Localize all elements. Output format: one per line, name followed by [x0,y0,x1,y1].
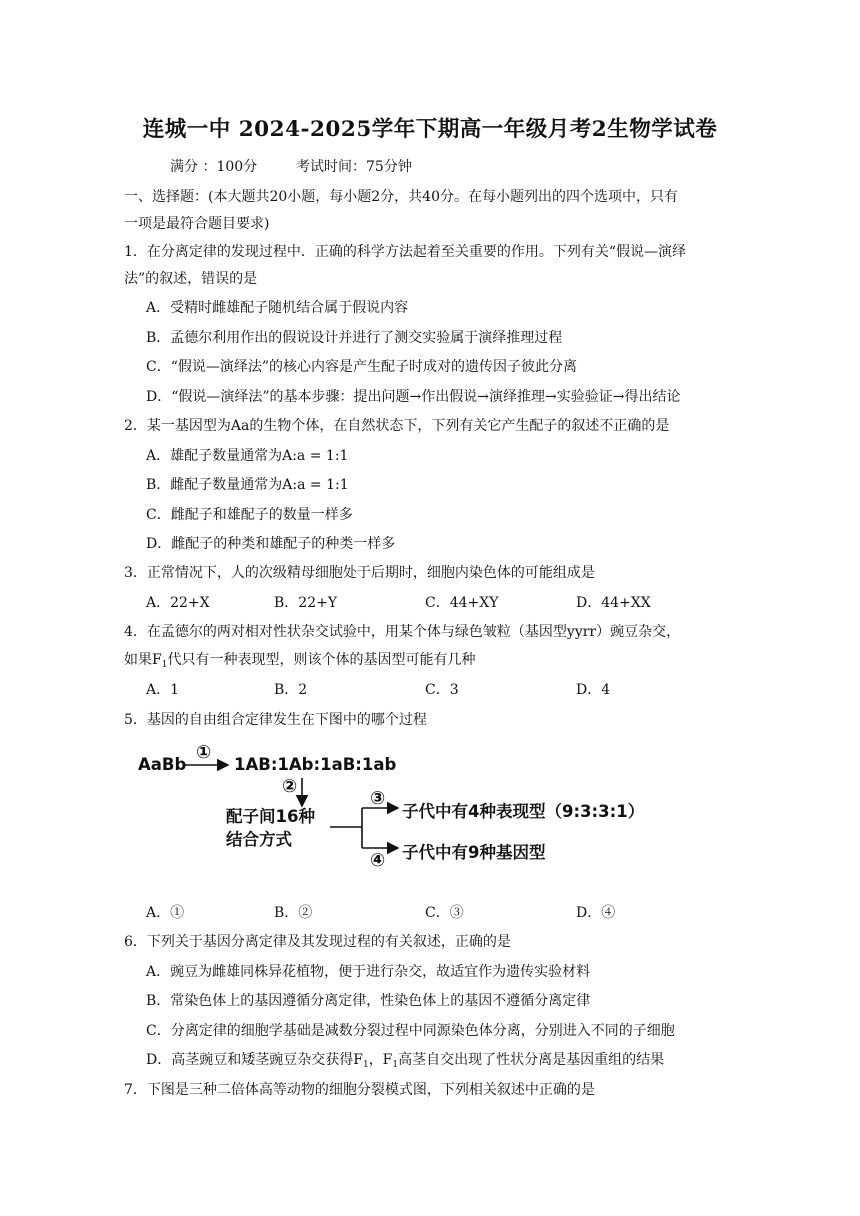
section-heading-line1: 一、选择题：(本大题共20小题，每小题2分，共40分。在每小题列出的四个选项中，只有 [124,189,678,205]
q2-option-c: C．雌配子和雄配子的数量一样多 [146,507,353,523]
q1-stem-line2: 法”的叙述，错误的是 [124,271,258,287]
q4-option-d: D．4 [576,682,611,698]
diagram-combine-line1: 配子间16种 [226,807,315,826]
q2-option-b: B．雌配子数量通常为A:a = 1:1 [146,477,349,493]
q1-option-b: B．孟德尔利用作出的假说设计并进行了测交实验属于演绎推理过程 [146,330,563,346]
q4-stem-line1: 4．在孟德尔的两对相对性状杂交试验中，用某个体与绿色皱粒（基因型yyrr）豌豆杂交， [124,624,681,640]
step4-label: ④ [370,850,386,871]
diagram-gametes-ratio: 1AB:1Ab:1aB:1ab [234,755,397,774]
q6-option-a: A．豌豆为雌雄同株异花植物，便于进行杂交，故适宜作为遗传实验材料 [146,964,591,980]
q1-option-d: D．“假说—演绎法”的基本步骤：提出问题→作出假说→演绎推理→实验验证→得出结论 [146,389,681,405]
q6-stem: 6．下列关于基因分离定律及其发现过程的有关叙述，正确的是 [124,934,511,950]
full-score: 满分 ：100分 [170,159,258,175]
step3-label: ③ [370,788,386,809]
q5-option-a: A．① [146,905,185,921]
page-title: 连城一中 2024-2025学年下期高一年级月考2生物学试卷 [142,117,718,142]
diagram-combine-line2: 结合方式 [226,830,292,849]
q1-option-a: A．受精时雌雄配子随机结合属于假说内容 [146,300,409,316]
q3-option-a: A．22+X [146,595,210,611]
step2-label: ② [282,776,298,797]
q5-option-d: D．④ [576,905,616,921]
q4-option-b: B．2 [274,682,308,698]
diagram-result-genotypes: 子代中有9种基因型 [402,843,546,862]
q5-option-c: C．③ [425,905,464,921]
q3-option-c: C．44+XY [425,595,499,611]
q5-stem: 5．基因的自由组合定律发生在下图中的哪个过程 [124,712,427,728]
q4-option-c: C．3 [425,682,459,698]
section-heading-line2: 一项是最符合题目要求) [124,216,270,232]
q1-option-c: C．“假说—演绎法”的核心内容是产生配子时成对的遗传因子彼此分离 [146,359,578,375]
q3-option-b: B．22+Y [274,595,338,611]
q3-stem: 3．正常情况下，人的次级精母细胞处于后期时，细胞内染色体的可能组成是 [124,565,595,581]
q6-option-b: B．常染色体上的基因遵循分离定律，性染色体上的基因不遵循分离定律 [146,993,591,1009]
q6-option-d: D．高茎豌豆和矮茎豌豆杂交获得$F_1$，$F_1$高茎自交出现了性状分离是基因重组的结果 [146,1052,665,1070]
q4-stem-line2: 如果$F_1$代只有一种表现型，则该个体的基因型可能有几种 [124,652,476,670]
free-combination-diagram [124,740,744,890]
q4-option-a: A．1 [146,682,180,698]
q7-stem: 7．下图是三种二倍体高等动物的细胞分裂模式图，下列相关叙述中正确的是 [124,1082,595,1098]
diagram-result-phenotypes: 子代中有4种表现型（9:3:3:1） [402,802,645,821]
q5-option-b: B．② [274,905,313,921]
q2-stem: 2．某一基因型为Aa的生物个体，在自然状态下，下列有关它产生配子的叙述不正确的是 [124,418,670,434]
step1-label: ① [196,742,212,763]
q2-option-d: D．雌配子的种类和雄配子的种类一样多 [146,536,396,552]
q2-option-a: A．雄配子数量通常为A:a = 1:1 [146,448,349,464]
exam-time: 考试时间：75分钟 [296,159,412,175]
q6-option-c: C．分离定律的细胞学基础是减数分裂过程中同源染色体分离，分别进入不同的子细胞 [146,1023,675,1039]
diagram-start-genotype: AaBb [138,755,187,774]
q1-stem-line1: 1．在分离定律的发现过程中．正确的科学方法起着至关重要的作用。下列有关“假说—演绎 [124,244,687,260]
q3-option-d: D．44+XX [576,595,651,611]
